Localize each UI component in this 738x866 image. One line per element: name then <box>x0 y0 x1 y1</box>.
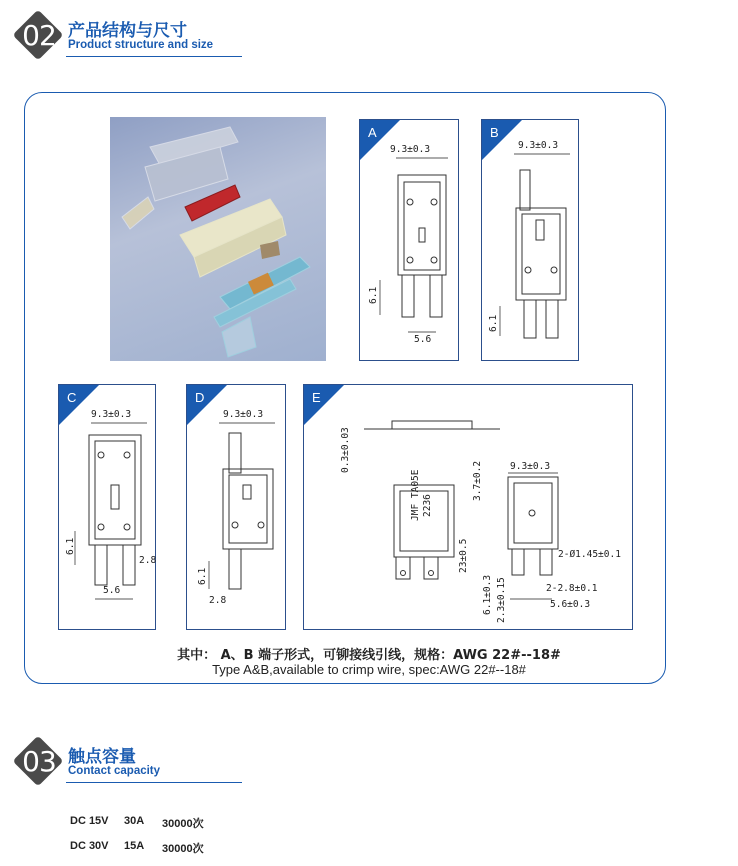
dim-width: 9.3±0.3 <box>390 144 431 155</box>
dim-body-height: 3.7±0.2 <box>472 460 483 501</box>
dim-pitch: 5.6±0.3 <box>550 599 591 610</box>
dim-tab: 2.8 <box>139 555 157 566</box>
exploded-view-image <box>110 117 326 361</box>
figure-e <box>303 384 633 630</box>
dim-height: 6.1 <box>65 537 76 555</box>
dim-height: 6.1 <box>197 567 208 585</box>
figure-label: A <box>368 125 377 140</box>
note-cn: 其中： A、B 端子形式，可铆接线引线，规格：AWG 22#--18# <box>177 648 561 663</box>
section-underline <box>66 56 242 57</box>
dim-thickness: 0.3±0.03 <box>340 427 351 473</box>
note-en: Type A&B,available to crimp wire, spec:AWG 22#--18# <box>212 662 526 677</box>
figure-label: C <box>67 390 77 405</box>
dim-width: 9.3±0.3 <box>223 409 264 420</box>
section-underline <box>66 782 242 783</box>
marking-1: JMF TA05E <box>410 469 421 521</box>
figure-b <box>481 119 579 361</box>
section-number: 03 <box>22 745 56 778</box>
dim-length: 23±0.5 <box>458 538 469 573</box>
dim-terminal-b: 2.3±0.15 <box>496 577 507 623</box>
figure-a <box>359 119 459 361</box>
dim-pitch: 5.6 <box>414 334 432 345</box>
section-header-02 <box>10 14 240 64</box>
marking-2: 2236 <box>422 494 433 517</box>
dim-width: 9.3±0.3 <box>91 409 132 420</box>
capacity-voltage: DC 15V <box>70 815 109 827</box>
section-title-cn: 产品结构与尺寸 <box>68 21 187 41</box>
dim-height: 6.1 <box>368 286 379 304</box>
capacity-cycles: 30000次 <box>162 843 204 855</box>
section-title-en: Product structure and size <box>68 39 214 51</box>
figure-label: B <box>490 125 499 140</box>
dim-hole: 2-Ø1.45±0.1 <box>558 549 621 560</box>
capacity-current: 15A <box>124 840 145 852</box>
section-title-en: Contact capacity <box>68 765 161 777</box>
section-number: 02 <box>22 19 56 52</box>
capacity-voltage: DC 30V <box>70 840 109 852</box>
capacity-cycles: 30000次 <box>162 818 204 830</box>
section-title-cn: 触点容量 <box>68 747 136 767</box>
dim-terminal-a: 6.1±0.3 <box>482 574 493 615</box>
section-header-03 <box>10 740 240 790</box>
dim-pitch: 5.6 <box>103 585 121 596</box>
figure-c <box>58 384 156 630</box>
capacity-current: 30A <box>124 815 145 827</box>
dim-tab: 2.8 <box>209 595 227 606</box>
dim-width: 9.3±0.3 <box>510 461 551 472</box>
dim-width: 9.3±0.3 <box>518 140 559 151</box>
dim-height: 6.1 <box>488 314 499 332</box>
figure-label: E <box>312 390 321 405</box>
dim-tab-width: 2-2.8±0.1 <box>546 583 598 594</box>
figure-d <box>186 384 286 630</box>
figure-label: D <box>195 390 205 405</box>
